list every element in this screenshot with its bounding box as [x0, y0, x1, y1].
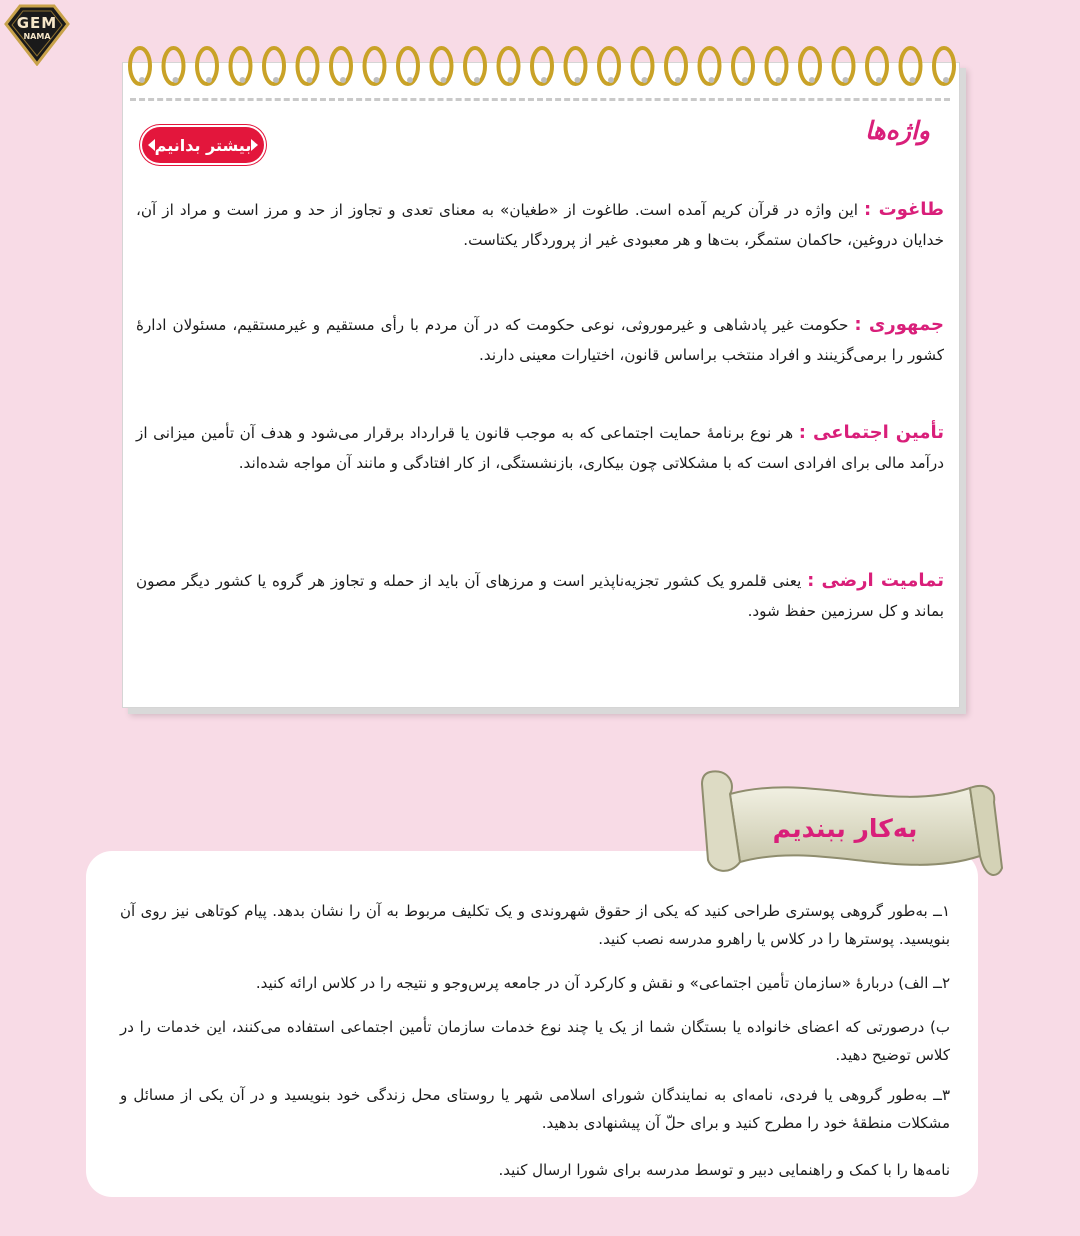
entry-definition: هر نوع برنامهٔ حمایت اجتماعی که به موجب قانون یا قرارداد برقرار می‌شود و هدف آن تأمین میزانی از درآمد مالی برای افرادی است که با مشکلاتی چون بیکاری، بازنشستگی، از کار افتادگی و مانند آن مواجه شده‌اند. — [136, 424, 944, 472]
binding-hole — [943, 77, 949, 83]
badge-label: بیشتر بدانیم — [154, 135, 252, 155]
binding-hole — [876, 77, 882, 83]
binding-hole — [675, 77, 681, 83]
entry-territorial-integrity — [136, 566, 944, 626]
binding-hole — [173, 77, 179, 83]
activity-item-1: ۱ــ به‌طور گروهی پوستری طراحی کنید که یکی از حقوق شهروندی و یک تکلیف مربوط به آن را نشان بدهد. پیام کوتاهی نیز روی آن بنویسید. پوسترها را در کلاس یا راهرو مدرسه نصب کنید. — [120, 902, 950, 948]
binding-hole — [608, 77, 614, 83]
binding-hole — [139, 77, 145, 83]
activity-title: به‌کار ببندیم — [772, 814, 918, 843]
entry-taghut — [136, 195, 944, 255]
learn-more-badge — [142, 127, 264, 163]
binding-hole — [307, 77, 313, 83]
entry-term: جمهوری : — [854, 314, 944, 335]
binding-hole — [340, 77, 346, 83]
binding-hole — [240, 77, 246, 83]
activity-item-3: ۳ــ به‌طور گروهی یا فردی، نامه‌ای به نمایندگان شورای اسلامی شهر یا روستای محل زندگی خود بنویسید و در آن یکی از مسائل و مشکلات منطقهٔ خود را مطرح کنید و برای حلّ آن پیشنهادی بدهید. — [120, 1086, 950, 1132]
binding-hole — [374, 77, 380, 83]
entry-term: طاغوت : — [863, 199, 944, 220]
binding-hole — [910, 77, 916, 83]
binding-hole — [474, 77, 480, 83]
binding-hole — [776, 77, 782, 83]
badge-left-arrow-icon — [148, 139, 155, 151]
binding-hole — [541, 77, 547, 83]
spiral-binding — [122, 36, 958, 96]
entry-definition: حکومت غیر پادشاهی و غیرموروثی، نوعی حکومت که در آن مردم با رأی مستقیم و غیرمستقیم، مسئولان ادارهٔ کشور را برمی‌گزینند و افراد منتخب براساس قانون، اختیارات معینی دارند. — [136, 316, 944, 364]
activity-item-3-note: نامه‌ها را با کمک و راهنمایی دبیر و توسط مدرسه برای شورا ارسال کنید. — [498, 1161, 950, 1179]
gem-nama-logo — [2, 2, 72, 66]
binding-hole — [742, 77, 748, 83]
notebook-dashed-divider — [130, 98, 950, 101]
entry-definition: این واژه در قرآن کریم آمده است. طاغوت از «طغیان» به معنای تعدی و تجاوز از حد و مرز است و مراد از آن، خدایان دروغین، حاکمان ستمگر، بت‌ها و هر معبودی غیر از پروردگار یکتاست. — [136, 201, 944, 249]
activity-item-2b: ب) درصورتی که اعضای خانواده یا بستگان شما از یک یا چند نوع خدمات سازمان تأمین اجتماعی استفاده می‌کنند، این خدمات را در کلاس توضیح دهید. — [120, 1018, 950, 1064]
entry-definition: یعنی قلمرو یک کشور تجزیه‌ناپذیر است و مرزهای آن باید از حمله و تجاوز هر گروه یا کشور دیگر مصون بماند و کل سرزمین حفظ شود. — [136, 572, 944, 620]
logo-text-gem: GEM — [16, 14, 58, 32]
binding-hole — [273, 77, 279, 83]
entry-republic — [136, 310, 944, 370]
logo-text-nama: NAMA — [23, 32, 51, 41]
binding-hole — [809, 77, 815, 83]
binding-hole — [407, 77, 413, 83]
binding-hole — [642, 77, 648, 83]
badge-right-arrow-icon — [251, 139, 258, 151]
spiral-rings-icon — [122, 36, 958, 96]
binding-hole — [709, 77, 715, 83]
activity-item-2a: ۲ــ الف) دربارهٔ «سازمان تأمین اجتماعی» و نقش و کارکرد آن در جامعه پرس‌وجو و نتیجه را در کلاس ارائه کنید. — [255, 974, 950, 992]
entry-term: تمامیت ارضی : — [807, 570, 945, 591]
binding-hole — [206, 77, 212, 83]
notebook-title: واژه‌ها — [865, 116, 930, 145]
binding-hole — [843, 77, 849, 83]
binding-hole — [508, 77, 514, 83]
binding-hole — [575, 77, 581, 83]
binding-hole — [441, 77, 447, 83]
entry-social-security — [136, 418, 944, 478]
entry-term: تأمین اجتماعی : — [798, 422, 945, 443]
